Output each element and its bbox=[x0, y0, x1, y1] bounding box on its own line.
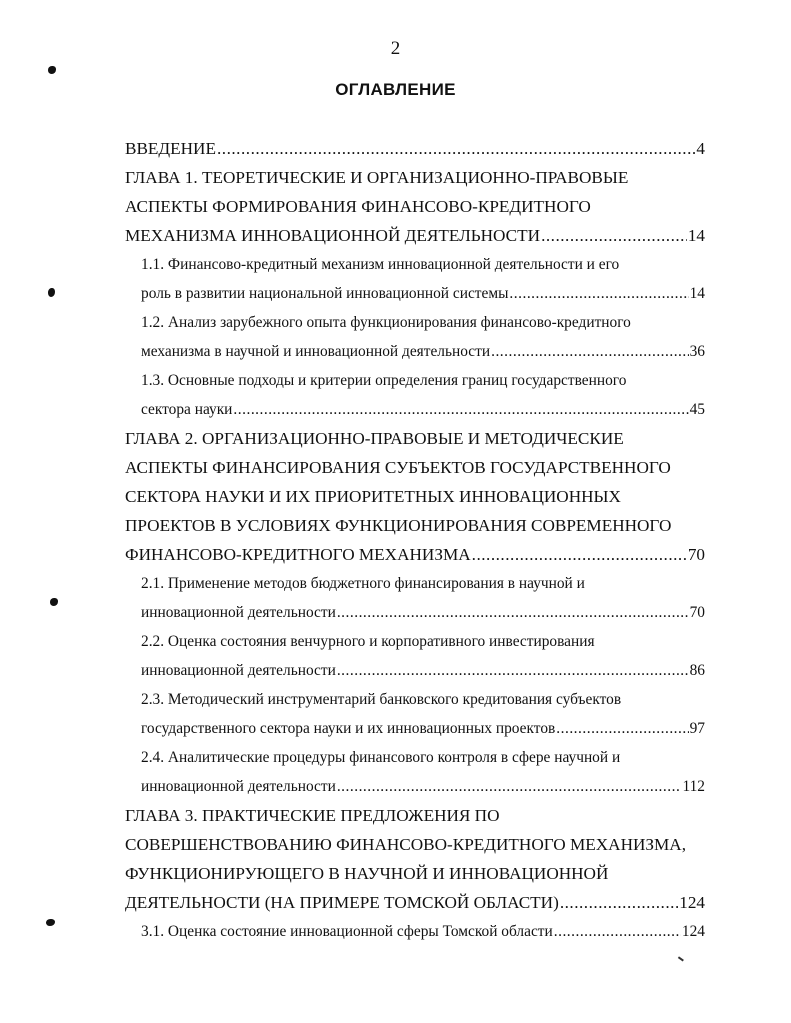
dot-leader bbox=[472, 540, 687, 569]
toc-entry-text: инновационной деятельности bbox=[141, 662, 336, 679]
toc-section bbox=[125, 627, 705, 685]
dot-leader bbox=[337, 656, 689, 685]
dot-leader bbox=[541, 221, 687, 250]
toc-entry-leader-line bbox=[125, 134, 705, 163]
toc-entry-leader-line bbox=[141, 279, 705, 308]
toc-entry-leader-line bbox=[141, 772, 705, 801]
dot-leader bbox=[491, 337, 689, 366]
toc-chapter bbox=[125, 801, 705, 917]
toc-page-number: 70 bbox=[687, 545, 705, 564]
toc-entry-line: ФУНКЦИОНИРУЮЩЕГО В НАУЧНОЙ И ИННОВАЦИОННОЙ bbox=[125, 864, 609, 883]
toc-entry-line: 2.4. Аналитические процедуры финансового контроля в сфере научной и bbox=[141, 749, 621, 766]
toc-page-number: 45 bbox=[689, 401, 705, 418]
toc-entry-leader-line bbox=[141, 395, 705, 424]
toc-entry-line: 2.2. Оценка состояния венчурного и корпоративного инвестирования bbox=[141, 633, 595, 650]
toc-entry-leader-line bbox=[125, 888, 705, 917]
toc-page-number: 14 bbox=[687, 226, 705, 245]
scan-mark bbox=[50, 598, 58, 606]
scan-mark bbox=[48, 288, 55, 297]
toc-entry-line: 2.3. Методический инструментарий банковского кредитования субъектов bbox=[141, 691, 622, 708]
toc-entry-text: МЕХАНИЗМА ИННОВАЦИОННОЙ ДЕЯТЕЛЬНОСТИ bbox=[125, 226, 541, 245]
page-number: 2 bbox=[390, 38, 401, 59]
dot-leader bbox=[556, 714, 688, 743]
toc-entry-text: инновационной деятельности bbox=[141, 778, 336, 795]
toc-page-number: 86 bbox=[689, 662, 705, 679]
toc-entry-leader-line bbox=[125, 221, 705, 250]
toc-entry-leader-line bbox=[141, 917, 705, 946]
toc-entry-text: инновационной деятельности bbox=[141, 604, 336, 621]
toc-entry-leader-line bbox=[125, 540, 705, 569]
dot-leader bbox=[337, 598, 689, 627]
dot-leader bbox=[560, 888, 678, 917]
toc-entry-line: ГЛАВА 2. ОРГАНИЗАЦИОННО-ПРАВОВЫЕ И МЕТОДИЧЕСКИЕ bbox=[125, 429, 624, 448]
toc-section bbox=[125, 917, 705, 946]
toc-entry-leader-line bbox=[141, 598, 705, 627]
toc-entry-line: 2.1. Применение методов бюджетного финансирования в научной и bbox=[141, 575, 585, 592]
toc-entry-leader-line bbox=[141, 714, 705, 743]
scan-mark bbox=[48, 66, 56, 74]
toc-entry-text: механизма в научной и инновационной деятельности bbox=[141, 343, 491, 360]
toc-entry-line: 1.1. Финансово-кредитный механизм инновационной деятельности и его bbox=[141, 256, 620, 273]
toc-page-number: 124 bbox=[681, 923, 705, 940]
toc-page-number: 36 bbox=[689, 343, 705, 360]
toc-section bbox=[125, 743, 705, 801]
toc-page-number: 112 bbox=[682, 778, 705, 795]
toc-page-number: 4 bbox=[696, 139, 705, 158]
toc-entry-line: ГЛАВА 3. ПРАКТИЧЕСКИЕ ПРЕДЛОЖЕНИЯ ПО bbox=[125, 806, 500, 825]
toc-entry-line: АСПЕКТЫ ФОРМИРОВАНИЯ ФИНАНСОВО-КРЕДИТНОГО bbox=[125, 197, 591, 216]
toc-entry-line: СОВЕРШЕНСТВОВАНИЮ ФИНАНСОВО-КРЕДИТНОГО МЕХАНИЗМА, bbox=[125, 835, 687, 854]
toc-section bbox=[125, 569, 705, 627]
toc-section bbox=[125, 366, 705, 424]
toc-section bbox=[125, 685, 705, 743]
toc-entry-text: ФИНАНСОВО-КРЕДИТНОГО МЕХАНИЗМА bbox=[125, 545, 471, 564]
toc-chapter bbox=[125, 424, 705, 569]
toc-entry-leader-line bbox=[141, 656, 705, 685]
toc-entry-text: сектора науки bbox=[141, 401, 233, 418]
dot-leader bbox=[509, 279, 688, 308]
toc-entry-leader-line bbox=[141, 337, 705, 366]
toc-section bbox=[125, 250, 705, 308]
toc-page-number: 124 bbox=[679, 893, 705, 912]
toc-entry-line: ГЛАВА 1. ТЕОРЕТИЧЕСКИЕ И ОРГАНИЗАЦИОННО-ПРАВОВЫЕ bbox=[125, 168, 629, 187]
toc-entry-text: ВВЕДЕНИЕ bbox=[125, 139, 216, 158]
dot-leader bbox=[337, 772, 682, 801]
toc-entry-text: 3.1. Оценка состояние инновационной сферы Томской области bbox=[141, 923, 553, 940]
dot-leader bbox=[233, 395, 688, 424]
toc-chapter bbox=[125, 163, 705, 250]
toc-section bbox=[125, 308, 705, 366]
toc-entry-line: АСПЕКТЫ ФИНАНСИРОВАНИЯ СУБЪЕКТОВ ГОСУДАРСТВЕННОГО bbox=[125, 458, 671, 477]
toc-page-number: 70 bbox=[689, 604, 705, 621]
toc-entry-text: роль в развитии национальной инновационной системы bbox=[141, 285, 509, 302]
toc-entry-text: ДЕЯТЕЛЬНОСТИ (НА ПРИМЕРЕ ТОМСКОЙ ОБЛАСТИ) bbox=[125, 893, 559, 912]
toc-entry-line: ПРОЕКТОВ В УСЛОВИЯХ ФУНКЦИОНИРОВАНИЯ СОВРЕМЕННОГО bbox=[125, 516, 672, 535]
toc-entry-line: 1.3. Основные подходы и критерии определения границ государственного bbox=[141, 372, 627, 389]
toc-entry-line: СЕКТОРА НАУКИ И ИХ ПРИОРИТЕТНЫХ ИННОВАЦИОННЫХ bbox=[125, 487, 621, 506]
page-title: ОГЛАВЛЕНИЕ bbox=[335, 80, 456, 99]
dot-leader bbox=[217, 134, 695, 163]
table-of-contents bbox=[125, 134, 705, 946]
toc-page-number: 14 bbox=[689, 285, 705, 302]
dot-leader bbox=[554, 917, 681, 946]
scan-mark bbox=[46, 919, 55, 926]
toc-chapter bbox=[125, 134, 705, 163]
scan-speck bbox=[678, 956, 684, 961]
toc-entry-text: государственного сектора науки и их инновационных проектов bbox=[141, 720, 556, 737]
toc-entry-line: 1.2. Анализ зарубежного опыта функционирования финансово-кредитного bbox=[141, 314, 631, 331]
toc-page-number: 97 bbox=[689, 720, 705, 737]
